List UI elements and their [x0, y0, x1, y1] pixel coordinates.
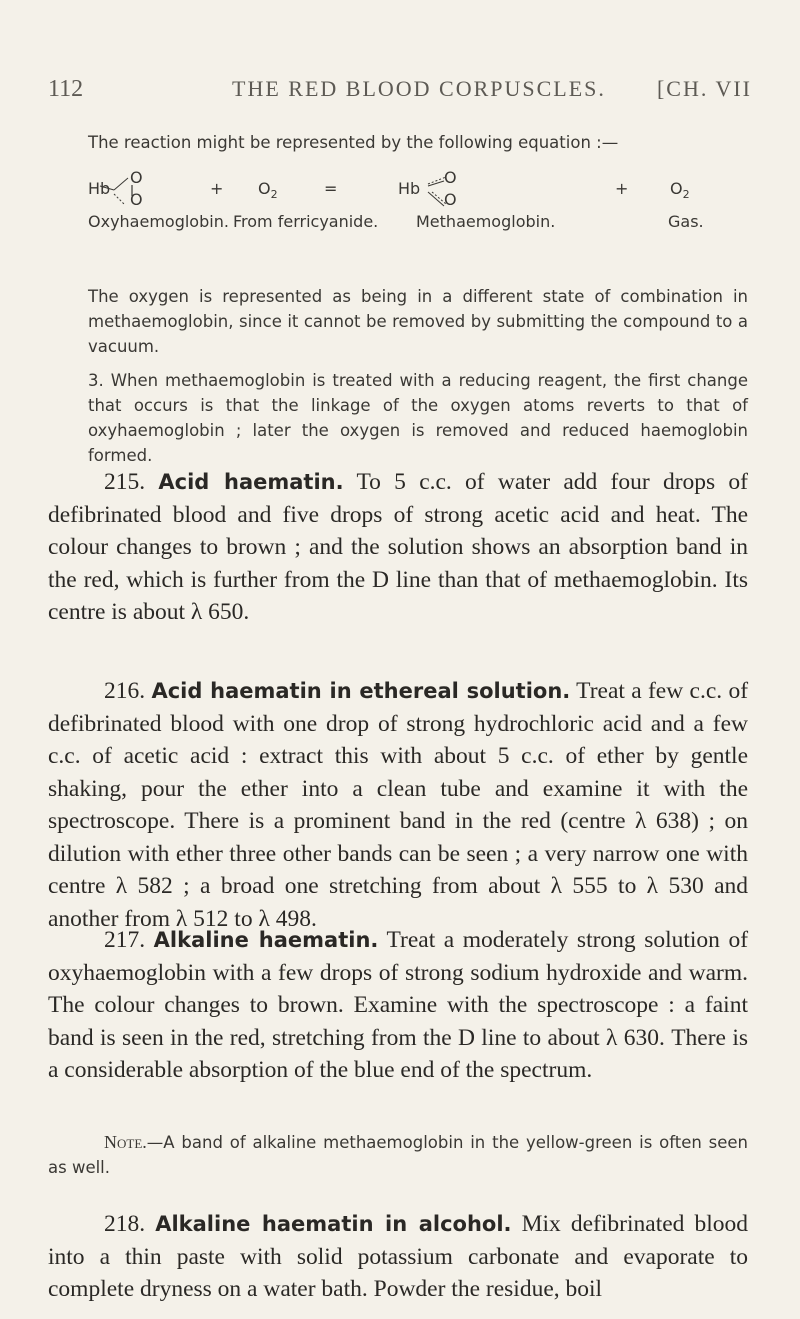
label-ferricyanide: From ferricyanide. [233, 212, 379, 231]
gas-oxygen: $O_2$ [670, 179, 690, 201]
met-bottom-oxygen: O [444, 190, 457, 209]
section-heading: Alkaline haematin. [153, 928, 379, 952]
note-paragraph [48, 1130, 748, 1180]
plus-sign-2: + [615, 179, 629, 198]
ferricyanide-oxygen: $O_2$ [258, 179, 278, 201]
oxy-top-oxygen: O [130, 168, 143, 187]
equation-intro: The reaction might be represented by the following equation :— [88, 133, 619, 152]
running-header [48, 76, 752, 110]
section-218 [48, 1208, 748, 1306]
section-heading: Acid haematin. [158, 470, 344, 494]
section-text: To 5 c.c. of water add four drops of defibrinated blood and five drops of strong acetic acid and heat. The colour changes to brown ; and the solution shows an absorption band in the red, which is further from the D line than that of methaemoglobin. Its centre is about λ 650. [48, 469, 749, 625]
label-methaemoglobin: Methaemoglobin. [416, 212, 556, 231]
section-text: Treat a few c.c. of defibrinated blood with one drop of strong hydrochloric acid and a few c.c. of acetic acid : extract this with about 5 c.c. of ether by gentle shaking, pour the ether into a clean tube and examine it with the spectroscope. There is a prominent band in the red (centre λ 638) ; on dilution with ether three other bands can be seen ; a very narrow one with centre λ 582 ; a broad one stretching from about λ 555 to λ 530 and another from λ 512 to λ 498. [48, 678, 749, 932]
section-number: 216. [104, 678, 146, 704]
reaction-equation [88, 168, 748, 268]
section-number: 215. [104, 469, 146, 495]
section-216 [48, 675, 748, 935]
met-top-oxygen: O [444, 168, 457, 187]
section-number: 218. [104, 1211, 146, 1237]
oxy-hb: Hb [88, 179, 111, 198]
page-number: 112 [48, 76, 84, 102]
section-217 [48, 924, 748, 1087]
section-text: Treat a moderately strong solution of oxyhaemoglobin with a few drops of strong sodium hydroxide and warm. The colour changes to brown. Examine with the spectroscope : a faint band is seen in the red, stretching from the D line to about λ 630. There is a considerable absorption of the blue end of the spectrum. [48, 927, 749, 1083]
equals-sign: = [324, 179, 338, 198]
paragraph-oxygen-state: The oxygen is represented as being in a different state of combination in methaemoglobin, since it cannot be removed by submitting the compound to a vacuum. [88, 287, 748, 356]
paragraph-reducing-reagent: 3. When methaemoglobin is treated with a reducing reagent, the first change that occurs is that the linkage of the oxygen atoms reverts to that of oxyhaemoglobin ; later the oxygen is removed and reduced haemoglobin formed. [88, 371, 748, 465]
plus-sign-1: + [210, 179, 224, 198]
chapter-label: [CH. VII [656, 76, 752, 101]
oxy-bottom-oxygen: O [130, 190, 143, 209]
running-title: THE RED BLOOD CORPUSCLES. [232, 76, 606, 101]
label-gas: Gas. [668, 212, 704, 231]
label-oxyhaemoglobin: Oxyhaemoglobin. [88, 212, 229, 231]
note-label: Note. [104, 1132, 147, 1152]
section-heading: Acid haematin in ethereal solution. [151, 679, 571, 703]
section-215 [48, 466, 748, 629]
section-heading: Alkaline haematin in alcohol. [155, 1212, 512, 1236]
note-text: —A band of alkaline methaemoglobin in the yellow-green is often seen as well. [48, 1133, 748, 1177]
section-text: Mix defibrinated blood into a thin paste with solid potassium carbonate and evaporate to complete dryness on a water bath. Powder the residue, boil [48, 1211, 749, 1302]
met-hb: Hb [398, 179, 421, 198]
section-number: 217. [104, 927, 146, 953]
